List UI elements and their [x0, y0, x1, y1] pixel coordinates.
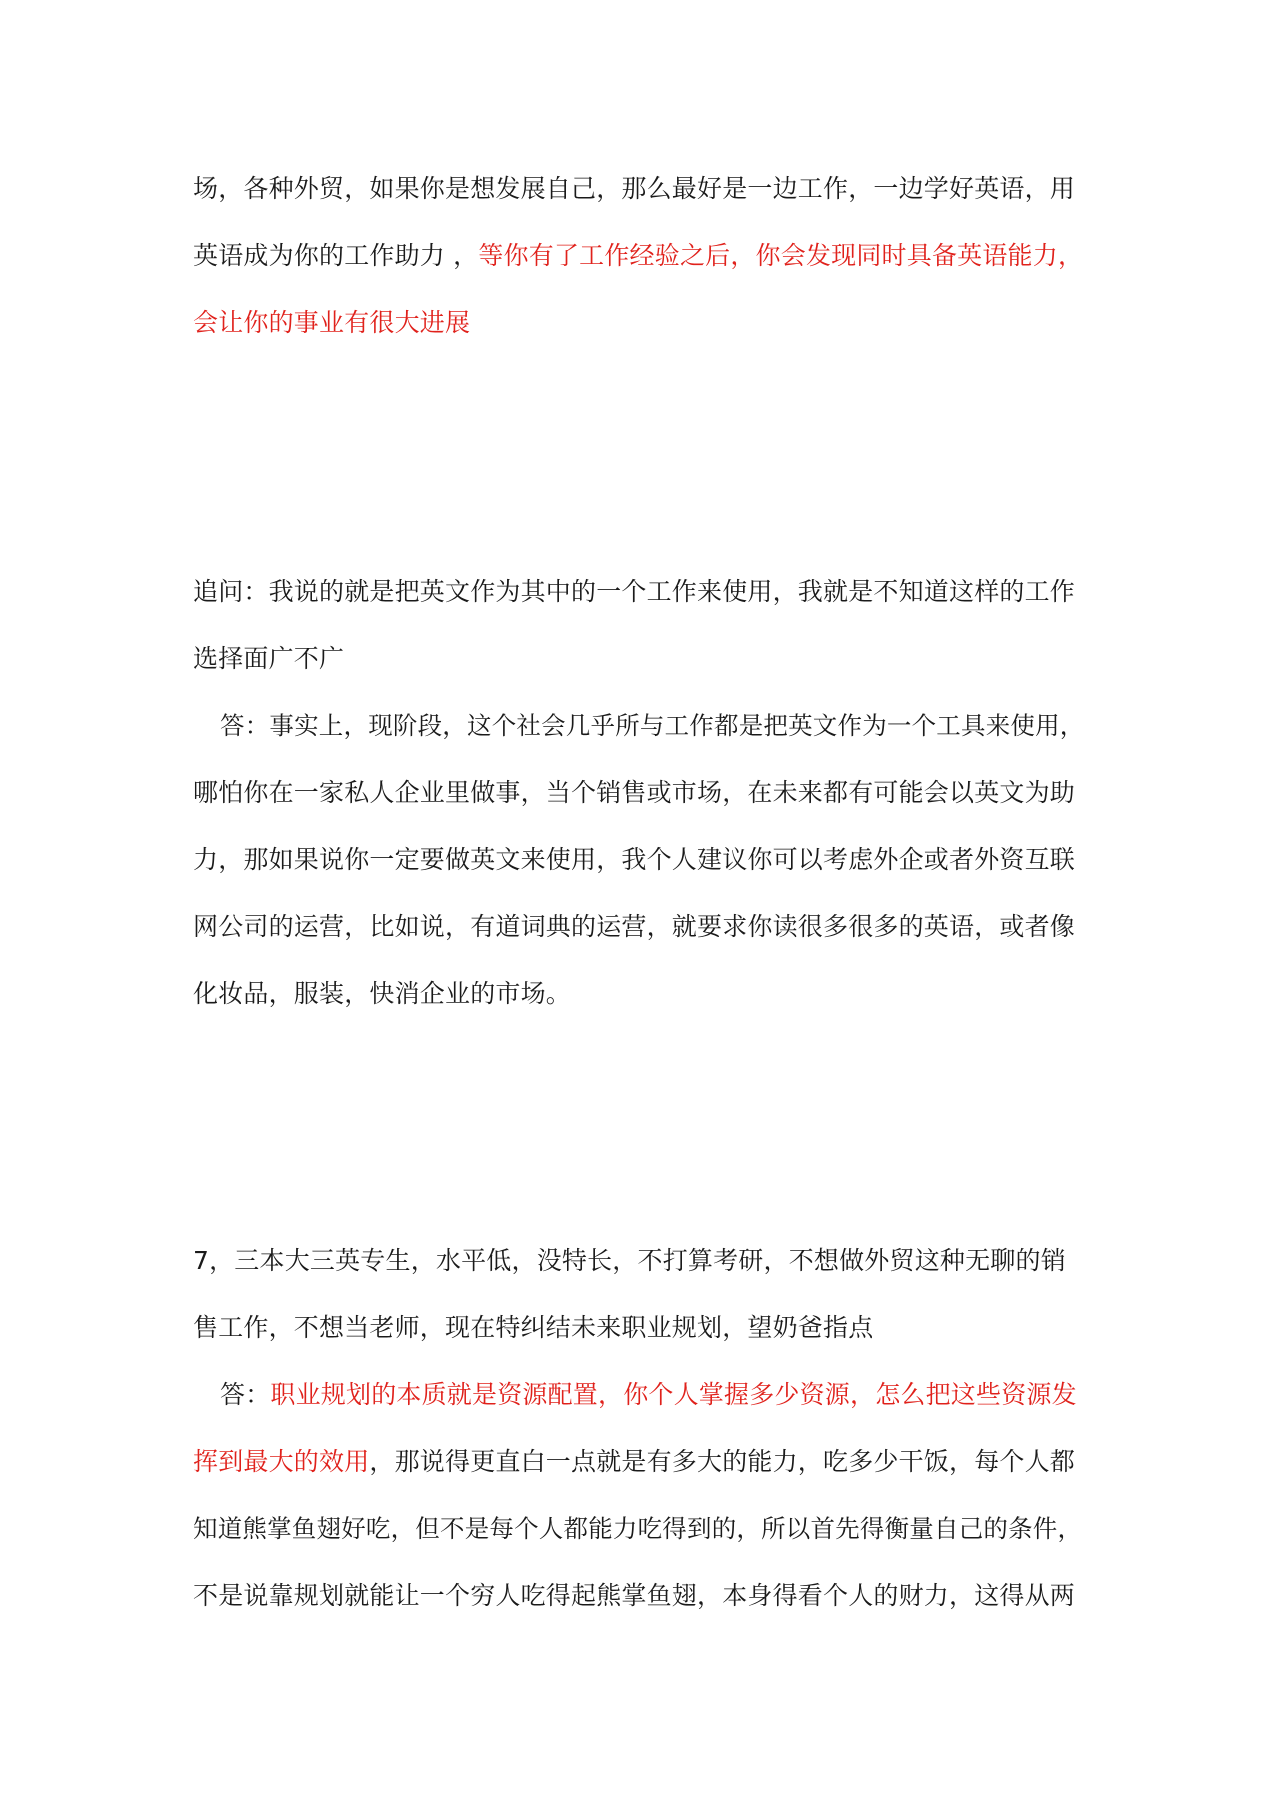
answer-text: 力，那如果说你一定要做英文来使用，我个人建议你可以考虑外企或者外资互联 [193, 845, 1076, 874]
highlighted-text: 职业规划的本质就是资源配置，你个人掌握多少资源，怎么把这些资源发 [270, 1380, 1077, 1409]
answer-text: 网公司的运营，比如说，有道词典的运营，就要求你读很多很多的英语，或者像 [193, 912, 1076, 941]
question-text: 追问：我说的就是把英文作为其中的一个工作来使用，我就是不知道这样的工作 [193, 577, 1076, 606]
text-line: 场，各种外贸，如果你是想发展自己，那么最好是一边工作，一边学好英语，用 [193, 174, 1076, 203]
answer-text [193, 1428, 1093, 1495]
text-line [193, 222, 1093, 289]
paragraph-career-advice [193, 155, 1093, 356]
answer-text: 答：事实上，现阶段，这个社会几乎所与工作都是把英文作为一个工具来使用， [220, 711, 1085, 740]
qa-question-7 [193, 1227, 1093, 1629]
answer-text: 化妆品，服装，快消企业的市场。 [193, 979, 572, 1008]
question-text: 售工作，不想当老师，现在特纠结未来职业规划，望奶爸指点 [193, 1313, 874, 1342]
answer-label: 答： [220, 1380, 271, 1409]
text-segment: 英语成为你的工作助力 ， [193, 241, 479, 270]
answer-text: 知道熊掌鱼翅好吃，但不是每个人都能力吃得到的，所以首先得衡量自己的条件， [193, 1514, 1083, 1543]
qa-follow-up [193, 558, 1093, 1027]
answer-text: 哪怕你在一家私人企业里做事，当个销售或市场，在未来都有可能会以英文为助 [193, 778, 1076, 807]
text-segment: ，那说得更直白一点就是有多大的能力，吃多少干饭，每个人都 [369, 1447, 1076, 1476]
question-text: 7，三本大三英专生，水平低，没特长，不打算考研，不想做外贸这种无聊的销 [193, 1246, 1066, 1275]
answer-text [193, 1361, 1093, 1428]
highlighted-text: 挥到最大的效用 [193, 1447, 370, 1476]
answer-text: 不是说靠规划就能让一个穷人吃得起熊掌鱼翅，本身得看个人的财力，这得从两 [193, 1581, 1076, 1610]
question-text: 选择面广不广 [193, 644, 345, 673]
highlighted-text: 等你有了工作经验之后，你会发现同时具备英语能力， [478, 241, 1084, 270]
highlighted-text: 会让你的事业有很大进展 [193, 308, 471, 337]
